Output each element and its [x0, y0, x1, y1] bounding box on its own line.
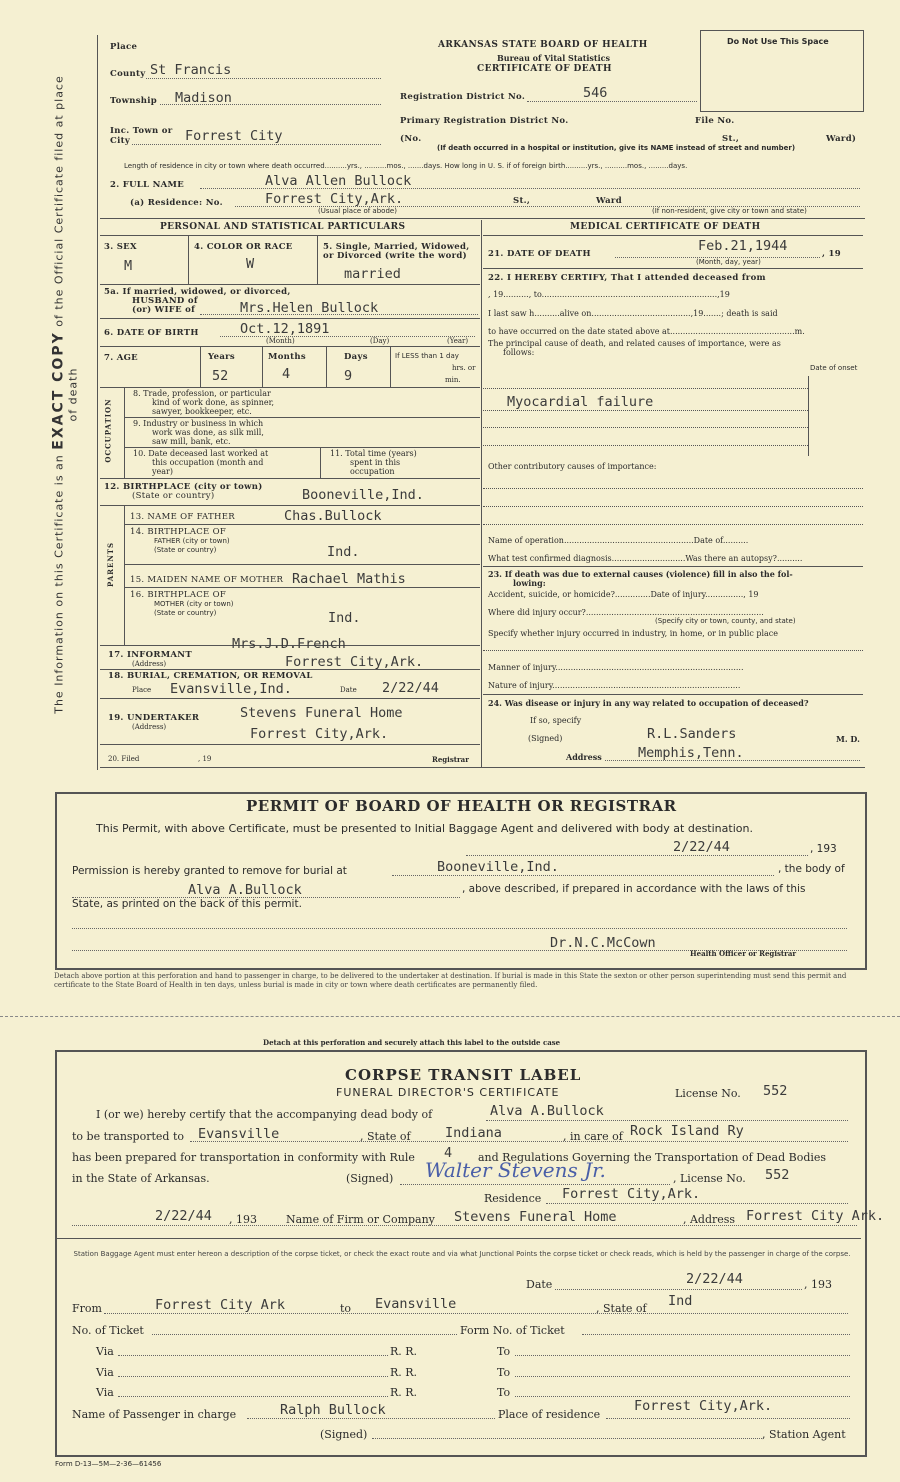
length-residence: Length of residence in city or town where death occurred..........yrs., ..........mos., .......days. How long in U. S. if of foreign birth..........yrs., ..........mos., .........days.	[124, 162, 688, 170]
o10: 10. Date deceased last worked at	[133, 449, 269, 458]
certify-2: , 19.........., to.....................................................................,19	[488, 290, 730, 299]
other-causes-label: Other contributory causes of importance:	[488, 462, 657, 471]
transit-prep2: and Regulations Governing the Transportation of Dead Bodies	[478, 1151, 827, 1164]
o11c: occupation	[350, 467, 395, 476]
header-bureau: Bureau of Vital Statistics	[497, 53, 611, 63]
husband-label: HUSBAND of	[132, 296, 198, 306]
transit-lic2-value: 552	[765, 1167, 790, 1183]
industry-label: Specify whether injury occurred in industry, in home, or in public place	[488, 629, 778, 638]
transit-dest: Evansville	[198, 1126, 280, 1142]
undertaker-addr: Forrest City,Ark.	[250, 726, 389, 742]
less-day-label: If LESS than 1 day	[395, 352, 459, 360]
full-name-label: 2. FULL NAME	[110, 180, 185, 190]
months-label: Months	[268, 352, 306, 362]
transit-state: Indiana	[445, 1125, 502, 1141]
residence-label: (a) Residence: No.	[130, 198, 223, 208]
sex-value: M	[124, 258, 133, 274]
usual-abode: (Usual place of abode)	[318, 207, 397, 215]
transit-care: Rock Island Ry	[630, 1123, 744, 1139]
transit-sub: FUNERAL DIRECTOR'S CERTIFICATE	[336, 1086, 560, 1099]
transit-to-label: to be transported to	[72, 1130, 184, 1143]
permit-officer: Dr.N.C.McCown	[550, 935, 656, 951]
township-value: Madison	[175, 90, 232, 106]
days-label: Days	[344, 352, 368, 362]
filed-19: , 19	[198, 755, 212, 763]
mother-label: 15. MAIDEN NAME OF MOTHER	[130, 575, 284, 585]
dod-label: 21. DATE OF DEATH	[488, 249, 591, 259]
age-days-value: 9	[344, 368, 353, 384]
marital-value: married	[344, 266, 401, 282]
dod-value: Feb.21,1944	[698, 238, 788, 254]
birthplace-label2: (State or country)	[132, 491, 215, 501]
passenger-label: Name of Passenger in charge	[72, 1408, 237, 1421]
to-1: To	[497, 1345, 511, 1358]
transit-ark: in the State of Arkansas.	[72, 1172, 210, 1185]
informant-addr-label: (Address)	[132, 660, 167, 668]
certify-3: I last saw h..........alive on.......................................,19.......; death is said	[488, 309, 778, 318]
min-label: min.	[445, 376, 461, 384]
form-number: Form D-13—5M—2-36—61456	[55, 1460, 162, 1468]
registrar-label: Registrar	[432, 755, 469, 764]
file-no-label: File No.	[695, 116, 735, 126]
transit-note: Station Baggage Agent must enter hereon a description of the corpse ticket, or check the exact route and via what Junctional Points the corpse ticket or check reads, which is held by the passenger in charge of the corpse.	[73, 1250, 851, 1258]
ticket-label: No. of Ticket	[72, 1324, 144, 1337]
cert-bottom	[100, 767, 865, 768]
transit-date: 2/22/44	[155, 1208, 212, 1224]
cert-divider	[100, 218, 865, 219]
burial-place: Evansville,Ind.	[170, 681, 292, 697]
cert-left-border	[97, 35, 98, 770]
dob-label: 6. DATE OF BIRTH	[104, 328, 199, 338]
where-label: Where did injury occur?......................................................................	[488, 608, 764, 617]
o9c: saw mill, bank, etc.	[152, 437, 231, 446]
undertaker-addr-label: (Address)	[132, 723, 167, 731]
day-label: (Day)	[370, 337, 390, 345]
transit-res-value: Forrest City,Ark.	[562, 1186, 701, 1202]
single-label: 5. Single, Married, Widowed,	[323, 242, 470, 252]
burial-label: 18. BURIAL, CREMATION, OR REMOVAL	[108, 671, 313, 681]
transit-to2-label: to	[340, 1302, 352, 1315]
reg-district-label: Registration District No.	[400, 92, 526, 102]
nature-label: Nature of injury..........................................................................	[488, 681, 741, 690]
external-label2: lowing:	[513, 578, 546, 588]
o10b: this occupation (month and	[152, 458, 264, 467]
passenger-value: Ralph Bullock	[280, 1402, 386, 1418]
medical-heading: MEDICAL CERTIFICATE OF DEATH	[570, 222, 761, 232]
rr-2: R. R.	[390, 1366, 418, 1379]
burial-date: 2/22/44	[382, 680, 439, 696]
transit-title: CORPSE TRANSIT LABEL	[345, 1066, 582, 1084]
occupation-vlabel: OCCUPATION	[103, 398, 113, 463]
permit-l4: State, as printed on the back of this permit.	[72, 898, 302, 910]
age-label: 7. AGE	[104, 353, 138, 363]
transit-signature: Walter Stevens Jr.	[425, 1158, 606, 1182]
transit-1932: , 193	[804, 1278, 832, 1291]
transit-l1: I (or we) hereby certify that the accompanying dead body of	[96, 1108, 433, 1121]
header-title: ARKANSAS STATE BOARD OF HEALTH	[438, 40, 648, 50]
rr-1: R. R.	[390, 1345, 418, 1358]
mother-bp-value: Ind.	[328, 610, 361, 626]
hrs-label: hrs. or	[452, 364, 476, 372]
transit-state2: Ind	[668, 1293, 693, 1309]
header-cert: CERTIFICATE OF DEATH	[477, 64, 612, 74]
father-bp-label: 14. BIRTHPLACE OF	[130, 527, 227, 537]
o8: 8. Trade, profession, or particular	[133, 389, 271, 398]
burial-place-label: Place	[132, 686, 152, 694]
onset-label: Date of onset	[810, 364, 858, 372]
wife-label: (or) WIFE of	[132, 305, 196, 315]
single-label2: or Divorced (write the word)	[323, 251, 467, 261]
dob-value: Oct.12,1891	[240, 321, 330, 337]
physician-addr: Memphis,Tenn.	[638, 745, 744, 761]
form-ticket-label: Form No. of Ticket	[460, 1324, 565, 1337]
transit-lic-label: License No.	[675, 1087, 741, 1100]
detach-note-1: Detach above portion at this perforation and hand to passenger in charge, to be delivered to the undertaker at destination. If burial is made in this State the sexton or other person superintending must send this permit and certificate to the State Board of Health in ten days, unless burial is made in city or town where death certificates are permanently filed.	[54, 972, 847, 989]
residence-value: Forrest City,Ark.	[265, 191, 404, 207]
full-name-value: Alva Allen Bullock	[265, 173, 412, 189]
via-2: Via	[96, 1366, 114, 1379]
reg-district-value: 546	[583, 85, 608, 101]
permit-title: PERMIT OF BOARD OF HEALTH OR REGISTRAR	[246, 797, 677, 815]
father-bp-label2: FATHER (city or town)	[154, 537, 230, 545]
sex-label: 3. SEX	[104, 242, 137, 252]
residence2-value: Forrest City,Ark.	[634, 1398, 773, 1414]
o8c: sawyer, bookkeeper, etc.	[152, 407, 252, 416]
transit-res-label: Residence	[484, 1192, 542, 1205]
transit-addr: Forrest City Ark.	[746, 1208, 885, 1224]
transit-rule: 4	[444, 1145, 453, 1161]
place-label: Place	[110, 42, 138, 52]
transit-signed-label: (Signed)	[346, 1172, 394, 1185]
permit-l2a: Permission is hereby granted to remove for burial at	[72, 865, 347, 877]
mother-value: Rachael Mathis	[292, 571, 406, 587]
detach-note-2: Detach at this perforation and securely attach this label to the outside case	[263, 1038, 561, 1047]
father-bp-label3: (State or country)	[154, 546, 217, 554]
transit-name: Alva A.Bullock	[490, 1103, 604, 1119]
city-label: City	[110, 136, 131, 146]
transit-193: , 193	[229, 1213, 257, 1226]
permit-place: Booneville,Ind.	[437, 859, 559, 875]
transit-addr-label: , Address	[683, 1213, 736, 1226]
transit-care-label: , in care of	[563, 1130, 623, 1143]
mother-bp-label3: (State or country)	[154, 609, 217, 617]
specify-label: (Specify city or town, county, and state)	[655, 617, 796, 625]
county-value: St Francis	[150, 62, 232, 78]
transit-date2: 2/22/44	[686, 1271, 743, 1287]
primary-reg-label: Primary Registration District No.	[400, 116, 569, 126]
permit-officer-label: Health Officer or Registrar	[690, 949, 797, 958]
undertaker-label: 19. UNDERTAKER	[108, 713, 200, 723]
permit-date: 2/22/44	[673, 839, 730, 855]
month-label: (Month)	[266, 337, 295, 345]
ifso-label: If so, specify	[530, 716, 582, 725]
rr-3: R. R.	[390, 1386, 418, 1399]
father-value: Chas.Bullock	[284, 508, 382, 524]
transit-firm: Stevens Funeral Home	[454, 1209, 617, 1225]
year-label: (Year)	[447, 337, 469, 345]
via-3: Via	[96, 1386, 114, 1399]
filed-label: 20. Filed	[108, 755, 140, 763]
color-value: W	[246, 256, 255, 272]
s5a-label: 5a. If married, widowed, or divorced,	[104, 287, 291, 297]
certify-4: to have occurred on the date stated above at.................................................m.	[488, 327, 805, 336]
informant-value: Mrs.J.D.French	[232, 636, 346, 652]
birthplace-value: Booneville,Ind.	[302, 487, 424, 503]
perforation	[0, 1016, 900, 1017]
institution-note: (If death occurred in a hospital or institution, give its NAME instead of street and number)	[437, 144, 796, 152]
cause-value: Myocardial failure	[507, 394, 654, 410]
burial-date-label: Date	[340, 686, 357, 694]
permit-193: , 193	[810, 843, 837, 855]
certify-5: The principal cause of death, and related causes of importance, were as	[488, 339, 781, 348]
permit-l2b: , the body of	[778, 863, 845, 875]
st2-label: St.,	[513, 196, 531, 206]
mother-bp-label: 16. BIRTHPLACE OF	[130, 590, 227, 600]
mdy-label: (Month, day, year)	[696, 258, 761, 266]
o9: 9. Industry or business in which	[133, 419, 264, 428]
city-value: Forrest City	[185, 128, 283, 144]
o11b: spent in this	[350, 458, 401, 467]
o11: 11. Total time (years)	[330, 449, 417, 458]
exact-copy-sidebar	[51, 70, 80, 720]
age-years-value: 52	[212, 368, 229, 384]
informant-addr: Forrest City,Ark.	[285, 654, 424, 670]
signed-label: (Signed)	[528, 734, 563, 743]
st-label: St.,	[722, 134, 740, 144]
o10c: year)	[152, 467, 173, 476]
address-label: Address	[566, 752, 602, 762]
transit-from-label: From	[72, 1302, 102, 1315]
do-not-use-label: Do Not Use This Space	[727, 37, 829, 46]
to-3: To	[497, 1386, 511, 1399]
father-label: 13. NAME OF FATHER	[130, 512, 235, 522]
physician-value: R.L.Sanders	[647, 726, 737, 742]
township-label: Township	[110, 96, 158, 106]
to-2: To	[497, 1366, 511, 1379]
inc-town-label: Inc. Town or	[110, 126, 173, 136]
test-label: What test confirmed diagnosis.............................Was there an autopsy?..........	[488, 554, 803, 563]
signed2-label: (Signed)	[320, 1428, 368, 1441]
mother-bp-label2: MOTHER (city or town)	[154, 600, 234, 608]
sidebar-post: of the Official Certificate filed at place of death	[52, 75, 80, 422]
permit-box	[55, 792, 867, 970]
station-agent-label: , Station Agent	[762, 1428, 846, 1441]
transit-to2: Evansville	[375, 1296, 457, 1312]
age-months-value: 4	[282, 366, 291, 382]
transit-lic-value: 552	[763, 1083, 788, 1099]
transit-lic2-label: , License No.	[673, 1172, 746, 1185]
transit-state-label: , State of	[360, 1130, 411, 1143]
transit-date-label: Date	[526, 1278, 553, 1291]
o8b: kind of work done, as spinner,	[152, 398, 275, 407]
ward2-label: Ward	[596, 196, 622, 206]
ward-label: Ward)	[826, 134, 857, 144]
father-bp-value: Ind.	[327, 544, 360, 560]
non-resident-note: (If non-resident, give city or town and state)	[652, 207, 807, 215]
residence2-label: Place of residence	[498, 1408, 601, 1421]
md-label: M. D.	[836, 734, 860, 744]
spouse-value: Mrs.Helen Bullock	[240, 300, 379, 316]
transit-prep: has been prepared for transportation in conformity with Rule	[72, 1151, 415, 1164]
transit-firm-label: Name of Firm or Company	[286, 1213, 435, 1226]
external-label: 23. If death was due to external causes (violence) fill in also the fol-	[488, 569, 793, 579]
years-label: Years	[208, 352, 236, 362]
manner-label: Manner of injury..........................................................................	[488, 663, 744, 672]
operation-label: Name of operation...................................................Date of..........	[488, 536, 749, 545]
color-label: 4. COLOR OR RACE	[194, 242, 293, 252]
dod-19: , 19	[822, 249, 841, 259]
permit-name: Alva A.Bullock	[188, 882, 302, 898]
o9b: work was done, as silk mill,	[152, 428, 264, 437]
certify-6: follows:	[503, 348, 535, 357]
informant-label: 17. INFORMANT	[108, 650, 192, 660]
sidebar-exact: EXACT COPY	[50, 331, 67, 450]
undertaker-value: Stevens Funeral Home	[240, 705, 403, 721]
county-label: County	[110, 69, 146, 79]
sidebar-pre: The Information on this Certificate is an	[52, 454, 66, 714]
transit-state2-label: , State of	[596, 1302, 647, 1315]
transit-from: Forrest City Ark	[155, 1297, 286, 1313]
cert-middle-divider	[481, 220, 482, 768]
permit-l3: , above described, if prepared in accordance with the laws of this	[462, 883, 806, 895]
occ24-label: 24. Was disease or injury in any way related to occupation of deceased?	[488, 698, 809, 708]
parents-vlabel: PARENTS	[106, 541, 116, 588]
no-label: (No.	[400, 134, 422, 144]
certify-label: 22. I HEREBY CERTIFY, That I attended deceased from	[488, 273, 766, 283]
via-1: Via	[96, 1345, 114, 1358]
permit-l1: This Permit, with above Certificate, must be presented to Initial Baggage Agent and delivered with body at destination.	[96, 822, 753, 835]
accident-label: Accident, suicide, or homicide?..............Date of injury..............., 19	[488, 590, 759, 599]
birthplace-label: 12. BIRTHPLACE (city or town)	[104, 482, 263, 492]
personal-heading: PERSONAL AND STATISTICAL PARTICULARS	[160, 222, 406, 232]
